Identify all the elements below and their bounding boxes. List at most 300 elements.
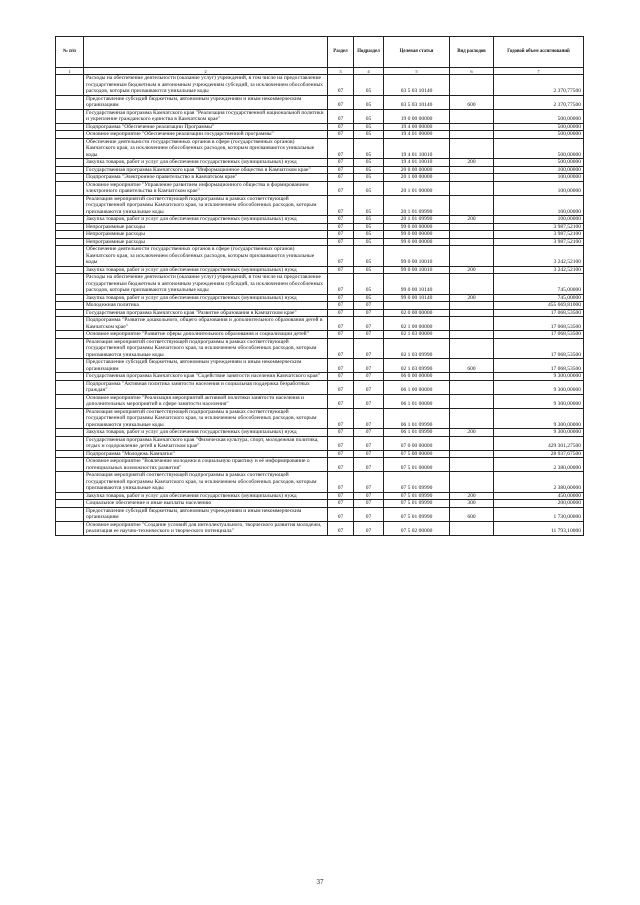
row-amount-cell: 429 301,27500 — [494, 436, 584, 450]
row-target-article-cell: 19 4 01 10010 — [384, 159, 450, 167]
row-amount-cell: 3 987,52100 — [494, 223, 584, 231]
row-target-article-cell: 02 0 00 00000 — [384, 309, 450, 317]
row-num-cell — [56, 223, 84, 231]
row-name-cell: Молодежная политика — [84, 302, 328, 310]
row-podrazdel-cell: 05 — [354, 131, 384, 139]
row-num-cell — [56, 266, 84, 274]
row-razdel-cell: 07 — [328, 331, 354, 339]
row-razdel-cell: 07 — [328, 302, 354, 310]
row-podrazdel-cell: 07 — [354, 373, 384, 381]
row-expense-type-cell — [450, 174, 494, 182]
row-name-cell: Непрограммные расходы — [84, 238, 328, 246]
row-name-cell: Государственная программа Камчатского края "Развитие образования в Камчатском крае" — [84, 309, 328, 317]
row-expense-type-cell: 600 — [450, 507, 494, 521]
table-row — [56, 238, 584, 246]
row-name-cell: Государственная программа Камчатского края "Физическая культура, спорт, молодежная политика, отдых и оздоровление детей в Камчатском крае" — [84, 436, 328, 450]
row-expense-type-cell — [450, 231, 494, 239]
column-number: 7 — [494, 68, 584, 75]
row-amount-cell: 9 300,00000 — [494, 380, 584, 394]
row-podrazdel-cell: 05 — [354, 266, 384, 274]
row-expense-type-cell — [450, 302, 494, 310]
row-amount-cell: 500,00000 — [494, 159, 584, 167]
row-num-cell — [56, 359, 84, 373]
row-podrazdel-cell: 07 — [354, 472, 384, 493]
table-row — [56, 458, 584, 472]
row-name-cell: Закупка товаров, работ и услуг для обеспечения государственных (муниципальных) нужд — [84, 159, 328, 167]
row-num-cell — [56, 331, 84, 339]
table-row — [56, 309, 584, 317]
row-amount-cell: 2 370,77500 — [494, 95, 584, 109]
row-num-cell — [56, 472, 84, 493]
row-target-article-cell: 99 0 00 00000 — [384, 223, 450, 231]
column-number: 6 — [450, 68, 494, 75]
table-row — [56, 231, 584, 239]
row-razdel-cell: 07 — [328, 380, 354, 394]
row-amount-cell: 3 242,52100 — [494, 266, 584, 274]
row-podrazdel-cell: 07 — [354, 380, 384, 394]
row-expense-type-cell: 200 — [450, 429, 494, 437]
table-row — [56, 359, 584, 373]
table-row — [56, 436, 584, 450]
row-amount-cell: 17 068,53500 — [494, 331, 584, 339]
row-razdel-cell: 07 — [328, 338, 354, 359]
row-name-cell: Предоставление субсидий бюджетным, автономным учреждениям и иным некоммерческим организациям — [84, 95, 328, 109]
row-razdel-cell: 07 — [328, 223, 354, 231]
table-row — [56, 380, 584, 394]
row-amount-cell: 28 937,67500 — [494, 450, 584, 458]
row-podrazdel-cell: 07 — [354, 359, 384, 373]
header-row — [56, 37, 584, 68]
budget-table — [55, 36, 584, 536]
row-num-cell — [56, 394, 84, 408]
row-num-cell — [56, 450, 84, 458]
row-expense-type-cell — [450, 195, 494, 216]
row-expense-type-cell — [450, 436, 494, 450]
row-razdel-cell: 07 — [328, 166, 354, 174]
row-razdel-cell: 07 — [328, 123, 354, 131]
row-expense-type-cell — [450, 472, 494, 493]
row-razdel-cell: 07 — [328, 359, 354, 373]
table-row — [56, 109, 584, 123]
row-amount-cell: 200,00000 — [494, 500, 584, 508]
table-row — [56, 450, 584, 458]
row-name-cell: Социальное обеспечение и иные выплаты населению — [84, 500, 328, 508]
column-number: 1 — [56, 68, 84, 75]
row-expense-type-cell — [450, 408, 494, 429]
row-razdel-cell: 07 — [328, 159, 354, 167]
row-num-cell — [56, 458, 84, 472]
row-podrazdel-cell: 05 — [354, 166, 384, 174]
row-podrazdel-cell: 07 — [354, 458, 384, 472]
row-name-cell: Обеспечение деятельности государственных органов в сфере (государственных органов) Камчатского края, за исключением обособленных расходов, которым присваиваются уникальные коды — [84, 246, 328, 267]
row-num-cell — [56, 429, 84, 437]
row-podrazdel-cell: 07 — [354, 492, 384, 500]
row-num-cell — [56, 373, 84, 381]
row-amount-cell: 2 380,00000 — [494, 472, 584, 493]
table-row — [56, 95, 584, 109]
row-razdel-cell: 07 — [328, 195, 354, 216]
table-row — [56, 123, 584, 131]
row-target-article-cell: 07 5 01 00000 — [384, 458, 450, 472]
row-razdel-cell: 07 — [328, 394, 354, 408]
row-expense-type-cell — [450, 238, 494, 246]
header-podrazdel: Подраздел — [354, 37, 384, 68]
row-name-cell: Закупка товаров, работ и услуг для обеспечения государственных (муниципальных) нужд — [84, 294, 328, 302]
row-name-cell: Основное мероприятие "Управление развитием информационного общества и формированием электронного правительства в Камчатском крае" — [84, 181, 328, 195]
row-expense-type-cell — [450, 331, 494, 339]
row-name-cell: Реализация мероприятий соответствующей подпрограммы в рамках соответствующей государственной программы Камчатского края, за исключением обособленных расходов, которым присваиваются уникальные коды — [84, 338, 328, 359]
row-podrazdel-cell: 05 — [354, 223, 384, 231]
row-podrazdel-cell: 05 — [354, 216, 384, 224]
row-expense-type-cell — [450, 109, 494, 123]
row-expense-type-cell — [450, 521, 494, 535]
table-row — [56, 195, 584, 216]
row-expense-type-cell — [450, 373, 494, 381]
row-amount-cell: 17 068,53500 — [494, 309, 584, 317]
row-amount-cell: 9 300,00000 — [494, 394, 584, 408]
row-amount-cell: 3 987,52100 — [494, 238, 584, 246]
table-row — [56, 174, 584, 182]
row-podrazdel-cell: 05 — [354, 195, 384, 216]
row-razdel-cell: 07 — [328, 317, 354, 331]
row-target-article-cell: 20 1 01 00000 — [384, 181, 450, 195]
row-target-article-cell: 06 1 01 09990 — [384, 408, 450, 429]
row-name-cell: Обеспечение деятельности государственных органов в сфере (государственных органов) Камчатского края, за исключением обособленных расходов, которым присваиваются уникальные коды — [84, 138, 328, 159]
row-num-cell — [56, 338, 84, 359]
row-name-cell: Реализация мероприятий соответствующей подпрограммы в рамках соответствующей государственной программы Камчатского края, за исключением обособленных расходов, которым присваиваются уникальные коды — [84, 195, 328, 216]
table-row — [56, 216, 584, 224]
row-name-cell: Основное мероприятие "Реализация мероприятий активной политики занятости населения и дополнительных мероприятий в сфере занятости населения" — [84, 394, 328, 408]
row-razdel-cell: 07 — [328, 309, 354, 317]
row-target-article-cell: 99 0 00 00000 — [384, 231, 450, 239]
row-podrazdel-cell: 07 — [354, 436, 384, 450]
row-podrazdel-cell: 07 — [354, 408, 384, 429]
row-amount-cell: 17 068,53500 — [494, 317, 584, 331]
row-num-cell — [56, 95, 84, 109]
row-name-cell: Подпрограмма "Обеспечение реализации Программы" — [84, 123, 328, 131]
row-expense-type-cell: 600 — [450, 359, 494, 373]
row-name-cell: Государственная программа Камчатского края "Информационное общество в Камчатском крае" — [84, 166, 328, 174]
row-num-cell — [56, 159, 84, 167]
row-amount-cell: 100,00000 — [494, 174, 584, 182]
row-target-article-cell: 02 1 00 00000 — [384, 317, 450, 331]
row-razdel-cell: 07 — [328, 181, 354, 195]
row-target-article-cell: 19 4 01 10010 — [384, 138, 450, 159]
row-name-cell: Закупка товаров, работ и услуг для обеспечения государственных (муниципальных) нужд — [84, 492, 328, 500]
row-name-cell: Закупка товаров, работ и услуг для обеспечения государственных (муниципальных) нужд — [84, 216, 328, 224]
row-razdel-cell: 07 — [328, 95, 354, 109]
row-razdel-cell: 07 — [328, 408, 354, 429]
row-name-cell: Закупка товаров, работ и услуг для обеспечения государственных (муниципальных) нужд — [84, 266, 328, 274]
row-amount-cell: 455 669,81000 — [494, 302, 584, 310]
row-expense-type-cell — [450, 309, 494, 317]
row-num-cell — [56, 302, 84, 310]
row-podrazdel-cell: 07 — [354, 394, 384, 408]
row-num-cell — [56, 380, 84, 394]
header-expense-type: Вид расходов — [450, 37, 494, 68]
row-name-cell: Расходы на обеспечение деятельности (оказание услуг) учреждений, в том числе на предоставление государственным бюджетным и автономным учреждениям субсидий, за исключением обособленных расходов, которым присваиваются уникальные коды — [84, 274, 328, 295]
row-name-cell: Подпрограмма "Развитие дошкольного, общего образования и дополнительного образования детей в Камчатском крае" — [84, 317, 328, 331]
row-amount-cell: 11 793,10000 — [494, 521, 584, 535]
row-podrazdel-cell: 05 — [354, 138, 384, 159]
budget-table-page — [55, 36, 583, 536]
row-num-cell — [56, 216, 84, 224]
row-expense-type-cell: 200 — [450, 216, 494, 224]
row-num-cell — [56, 195, 84, 216]
row-razdel-cell: 07 — [328, 274, 354, 295]
row-num-cell — [56, 521, 84, 535]
row-razdel-cell: 07 — [328, 131, 354, 139]
row-expense-type-cell — [450, 274, 494, 295]
row-razdel-cell: 07 — [328, 109, 354, 123]
row-expense-type-cell — [450, 394, 494, 408]
row-podrazdel-cell: 07 — [354, 302, 384, 310]
row-name-cell: Государственная программа Камчатского края "Реализация государственной национальной политики и укрепление гражданского единства в Камчатском крае" — [84, 109, 328, 123]
row-name-cell: Закупка товаров, работ и услуг для обеспечения государственных (муниципальных) нужд — [84, 429, 328, 437]
row-amount-cell: 17 068,53500 — [494, 359, 584, 373]
row-expense-type-cell — [450, 338, 494, 359]
row-razdel-cell: 07 — [328, 429, 354, 437]
row-num-cell — [56, 246, 84, 267]
row-target-article-cell: 06 1 00 00000 — [384, 380, 450, 394]
row-name-cell: Непрограммные расходы — [84, 223, 328, 231]
row-num-cell — [56, 294, 84, 302]
row-podrazdel-cell: 05 — [354, 231, 384, 239]
header-num: № п/п — [56, 37, 84, 68]
row-target-article-cell: 99 0 00 10140 — [384, 294, 450, 302]
row-amount-cell: 100,00000 — [494, 195, 584, 216]
row-podrazdel-cell: 05 — [354, 174, 384, 182]
row-target-article-cell: 02 1 03 00000 — [384, 331, 450, 339]
row-expense-type-cell — [450, 380, 494, 394]
row-amount-cell: 9 300,00000 — [494, 373, 584, 381]
row-razdel-cell: 07 — [328, 472, 354, 493]
row-razdel-cell: 07 — [328, 500, 354, 508]
table-row — [56, 75, 584, 96]
row-num-cell — [56, 123, 84, 131]
row-amount-cell: 100,00000 — [494, 166, 584, 174]
table-row — [56, 266, 584, 274]
row-target-article-cell: 19 4 00 00000 — [384, 123, 450, 131]
row-num-cell — [56, 75, 84, 96]
row-podrazdel-cell: 05 — [354, 294, 384, 302]
row-target-article-cell: 07 5 01 09990 — [384, 500, 450, 508]
table-row — [56, 223, 584, 231]
row-name-cell: Предоставление субсидий бюджетным, автономным учреждениям и иным некоммерческим организациям — [84, 507, 328, 521]
column-number: 3 — [328, 68, 354, 75]
table-row — [56, 274, 584, 295]
row-podrazdel-cell: 05 — [354, 246, 384, 267]
row-expense-type-cell — [450, 317, 494, 331]
row-target-article-cell: 20 1 00 00000 — [384, 174, 450, 182]
row-amount-cell: 2 380,00000 — [494, 458, 584, 472]
row-num-cell — [56, 131, 84, 139]
row-target-article-cell: 99 0 00 10010 — [384, 266, 450, 274]
row-target-article-cell: 07 5 01 09990 — [384, 507, 450, 521]
row-target-article-cell: 06 1 01 00000 — [384, 394, 450, 408]
row-razdel-cell: 07 — [328, 246, 354, 267]
row-amount-cell: 450,00000 — [494, 492, 584, 500]
row-name-cell: Реализация мероприятий соответствующей подпрограммы в рамках соответствующей государственной программы Камчатского края, за исключением обособленных расходов, которым присваиваются уникальные коды — [84, 408, 328, 429]
row-amount-cell: 100,00000 — [494, 216, 584, 224]
row-razdel-cell: 07 — [328, 75, 354, 96]
row-razdel-cell: 07 — [328, 373, 354, 381]
row-name-cell: Государственная программа Камчатского края "Содействие занятости населения Камчатского края" — [84, 373, 328, 381]
row-name-cell: Подпрограмма "Молодежь Камчатки" — [84, 450, 328, 458]
table-row — [56, 338, 584, 359]
row-name-cell: Основное мероприятие "Обеспечение реализации государственной программы" — [84, 131, 328, 139]
row-expense-type-cell: 300 — [450, 500, 494, 508]
table-row — [56, 317, 584, 331]
row-name-cell: Реализация мероприятий соответствующей подпрограммы в рамках соответствующей государственной программы Камчатского края, за исключением обособленных расходов, которым присваиваются уникальные коды — [84, 472, 328, 493]
row-podrazdel-cell: 05 — [354, 274, 384, 295]
row-podrazdel-cell: 07 — [354, 338, 384, 359]
table-row — [56, 138, 584, 159]
row-podrazdel-cell: 07 — [354, 521, 384, 535]
row-podrazdel-cell: 05 — [354, 95, 384, 109]
page-number: 37 — [316, 878, 324, 886]
table-row — [56, 331, 584, 339]
row-name-cell: Непрограммные расходы — [84, 231, 328, 239]
table-row — [56, 507, 584, 521]
row-amount-cell: 1 730,00000 — [494, 507, 584, 521]
row-target-article-cell: 07 5 02 00000 — [384, 521, 450, 535]
row-num-cell — [56, 109, 84, 123]
row-amount-cell: 17 068,53500 — [494, 338, 584, 359]
row-num-cell — [56, 317, 84, 331]
row-name-cell: Основное мероприятие "Вовлечение молодежи в социальную практику и её информирование о потенциальных возможностях развития" — [84, 458, 328, 472]
row-podrazdel-cell: 07 — [354, 317, 384, 331]
header-razdel: Раздел — [328, 37, 354, 68]
row-target-article-cell: 03 5 03 10140 — [384, 95, 450, 109]
row-target-article-cell: 06 1 01 09990 — [384, 429, 450, 437]
row-podrazdel-cell: 07 — [354, 309, 384, 317]
table-row — [56, 181, 584, 195]
row-name-cell: Предоставление субсидий бюджетным, автономным учреждениям и иным некоммерческим организациям — [84, 359, 328, 373]
row-expense-type-cell: 600 — [450, 95, 494, 109]
row-num-cell — [56, 238, 84, 246]
row-expense-type-cell — [450, 181, 494, 195]
table-row — [56, 492, 584, 500]
row-podrazdel-cell: 05 — [354, 238, 384, 246]
row-expense-type-cell: 200 — [450, 294, 494, 302]
row-amount-cell: 745,00000 — [494, 294, 584, 302]
table-row — [56, 373, 584, 381]
row-amount-cell: 9 300,00000 — [494, 408, 584, 429]
row-amount-cell: 100,00000 — [494, 181, 584, 195]
row-target-article-cell: 02 1 03 09990 — [384, 338, 450, 359]
row-expense-type-cell — [450, 458, 494, 472]
row-razdel-cell: 07 — [328, 216, 354, 224]
table-row — [56, 302, 584, 310]
table-row — [56, 294, 584, 302]
table-row — [56, 246, 584, 267]
row-razdel-cell: 07 — [328, 521, 354, 535]
table-row — [56, 521, 584, 535]
column-number-row — [56, 68, 584, 75]
row-razdel-cell: 07 — [328, 450, 354, 458]
row-expense-type-cell: 200 — [450, 492, 494, 500]
row-expense-type-cell: 200 — [450, 159, 494, 167]
row-podrazdel-cell: 07 — [354, 429, 384, 437]
row-num-cell — [56, 166, 84, 174]
row-podrazdel-cell: 07 — [354, 500, 384, 508]
table-row — [56, 394, 584, 408]
header-name — [84, 37, 328, 68]
row-num-cell — [56, 436, 84, 450]
row-amount-cell: 3 987,52100 — [494, 231, 584, 239]
row-name-cell: Подпрограмма "Электронное правительство в Камчатском крае" — [84, 174, 328, 182]
row-expense-type-cell — [450, 75, 494, 96]
row-podrazdel-cell: 05 — [354, 75, 384, 96]
row-num-cell — [56, 138, 84, 159]
table-row — [56, 472, 584, 493]
row-target-article-cell: 99 0 00 10010 — [384, 246, 450, 267]
row-expense-type-cell: 200 — [450, 266, 494, 274]
row-num-cell — [56, 492, 84, 500]
row-target-article-cell: 20 1 01 09990 — [384, 216, 450, 224]
row-amount-cell: 2 370,77500 — [494, 75, 584, 96]
row-razdel-cell: 07 — [328, 238, 354, 246]
row-expense-type-cell — [450, 223, 494, 231]
row-razdel-cell: 07 — [328, 294, 354, 302]
row-name-cell: Подпрограмма "Активная политика занятости населения и социальная поддержка безработных граждан" — [84, 380, 328, 394]
row-target-article-cell — [384, 302, 450, 310]
row-podrazdel-cell: 07 — [354, 507, 384, 521]
row-podrazdel-cell: 05 — [354, 181, 384, 195]
row-num-cell — [56, 231, 84, 239]
row-expense-type-cell — [450, 246, 494, 267]
row-podrazdel-cell: 07 — [354, 450, 384, 458]
row-target-article-cell: 20 1 01 09990 — [384, 195, 450, 216]
row-expense-type-cell — [450, 450, 494, 458]
row-num-cell — [56, 309, 84, 317]
row-name-cell: Расходы на обеспечение деятельности (оказание услуг) учреждений, в том числе на предоставление государственным бюджетным и автономным учреждениям субсидий, за исключением обособленных расходов, которым присваиваются уникальные коды — [84, 75, 328, 96]
row-amount-cell: 500,00000 — [494, 109, 584, 123]
row-target-article-cell: 06 0 00 00000 — [384, 373, 450, 381]
row-razdel-cell: 07 — [328, 174, 354, 182]
column-number: 5 — [384, 68, 450, 75]
table-row — [56, 166, 584, 174]
row-target-article-cell: 19 4 01 00000 — [384, 131, 450, 139]
row-podrazdel-cell: 07 — [354, 331, 384, 339]
row-amount-cell: 500,00000 — [494, 123, 584, 131]
row-razdel-cell: 07 — [328, 492, 354, 500]
table-row — [56, 429, 584, 437]
table-row — [56, 500, 584, 508]
row-expense-type-cell — [450, 138, 494, 159]
header-target-article: Целевая статья — [384, 37, 450, 68]
row-amount-cell: 500,00000 — [494, 138, 584, 159]
row-expense-type-cell — [450, 123, 494, 131]
row-target-article-cell: 07 5 01 09990 — [384, 472, 450, 493]
row-razdel-cell: 07 — [328, 507, 354, 521]
row-expense-type-cell — [450, 166, 494, 174]
row-num-cell — [56, 181, 84, 195]
row-num-cell — [56, 408, 84, 429]
row-target-article-cell: 19 0 00 00000 — [384, 109, 450, 123]
row-num-cell — [56, 174, 84, 182]
row-razdel-cell: 07 — [328, 138, 354, 159]
row-amount-cell: 3 242,52100 — [494, 246, 584, 267]
row-num-cell — [56, 274, 84, 295]
row-target-article-cell: 03 5 03 10140 — [384, 75, 450, 96]
row-num-cell — [56, 500, 84, 508]
row-podrazdel-cell: 05 — [354, 123, 384, 131]
row-razdel-cell: 07 — [328, 436, 354, 450]
row-razdel-cell: 07 — [328, 266, 354, 274]
header-amount: Годовой объем ассигнований — [494, 37, 584, 68]
